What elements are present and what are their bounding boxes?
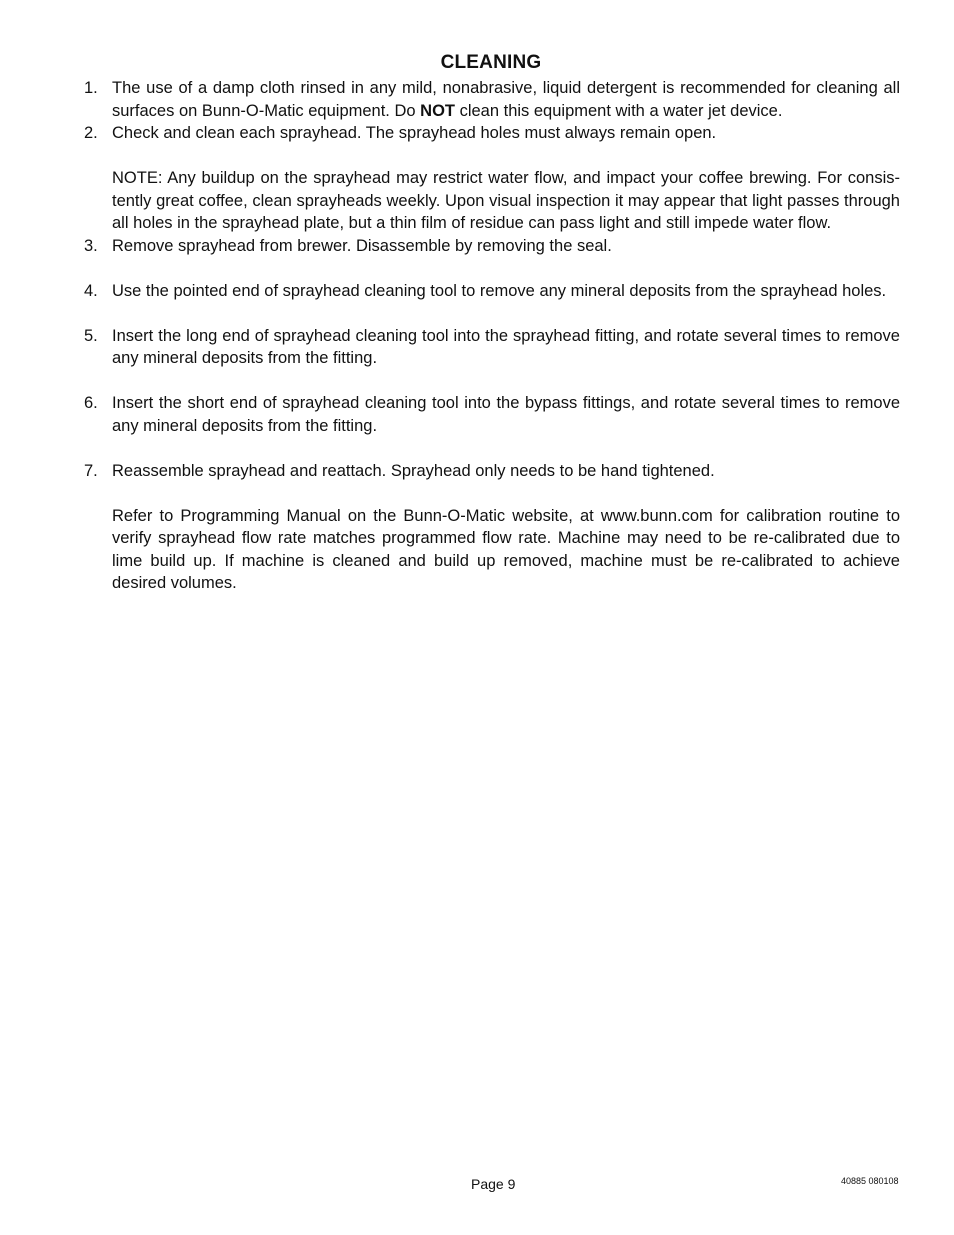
list-item-number: 3. (84, 236, 98, 255)
list-item-body (112, 325, 900, 370)
list-item-6 (84, 392, 900, 437)
list-item-text-after: clean this equipment with a water jet device. (455, 101, 783, 120)
list-item-body (112, 460, 900, 595)
list-item-number: 5. (84, 326, 98, 345)
list-item-body (112, 280, 900, 303)
list-item-number: 7. (84, 461, 98, 480)
cleaning-instructions-list (84, 77, 900, 595)
list-item-text: Remove sprayhead from brewer. Disassemble by removing the seal. (112, 236, 612, 255)
list-item-text (112, 77, 900, 122)
list-item-5 (84, 325, 900, 370)
list-item-4 (84, 280, 900, 303)
list-item-2 (84, 122, 900, 235)
page-number: Page 9 (471, 1176, 516, 1192)
list-item-text: Check and clean each sprayhead. The sprayhead holes must always remain open. (112, 124, 717, 142)
list-item-body (112, 77, 900, 122)
list-item-note: NOTE: Any buildup on the sprayhead may restrict water flow, and impact your coffee brewing. For consis-tently great coffee, clean sprayheads weekly. Upon visual inspection it may appear that light passes through all holes in the sprayhead plate, but a thin film of residue can pass light and still impede water flow. (112, 169, 900, 232)
list-item-1 (84, 77, 900, 122)
list-item-text-before: The use of a damp cloth rinsed in any mild, nonabrasive, liquid detergent is recommended for cleaning all surfaces on Bunn-O-Matic equipment. Do (112, 79, 900, 120)
list-item-number: 4. (84, 281, 98, 300)
list-item-note: Refer to Programming Manual on the Bunn-O-Matic website, at www.bunn.com for calibration routine to verify sprayhead flow rate matches programmed flow rate. Machine may need to be re-calibrated due to lime build up. If machine is cleaned and build up removed, machine must be re-calibrated to achieve desired volumes. (112, 506, 900, 592)
list-item-body (112, 122, 900, 235)
list-item-number: 2. (84, 124, 98, 142)
list-item-7 (84, 460, 900, 595)
list-item-body (112, 392, 900, 437)
list-item-number: 6. (84, 394, 98, 412)
list-item-body (112, 235, 900, 258)
emphasis-not: NOT (420, 101, 455, 120)
list-item-text: Insert the long end of sprayhead cleaning tool into the sprayhead fitting, and rotate several times to remove any mineral deposits from the fitting. (112, 326, 900, 367)
list-item-3 (84, 235, 900, 258)
list-item-text: Use the pointed end of sprayhead cleaning tool to remove any mineral deposits from the sprayhead holes. (112, 281, 887, 300)
list-item-text: Reassemble sprayhead and reattach. Sprayhead only needs to be hand tightened. (112, 461, 715, 480)
list-item-number: 1. (84, 79, 98, 97)
document-code: 40885 080108 (841, 1176, 899, 1186)
list-item-text: Insert the short end of sprayhead cleaning tool into the bypass fittings, and rotate several times to remove any mineral deposits from the fitting. (112, 394, 900, 435)
section-title: CLEANING (440, 52, 542, 73)
